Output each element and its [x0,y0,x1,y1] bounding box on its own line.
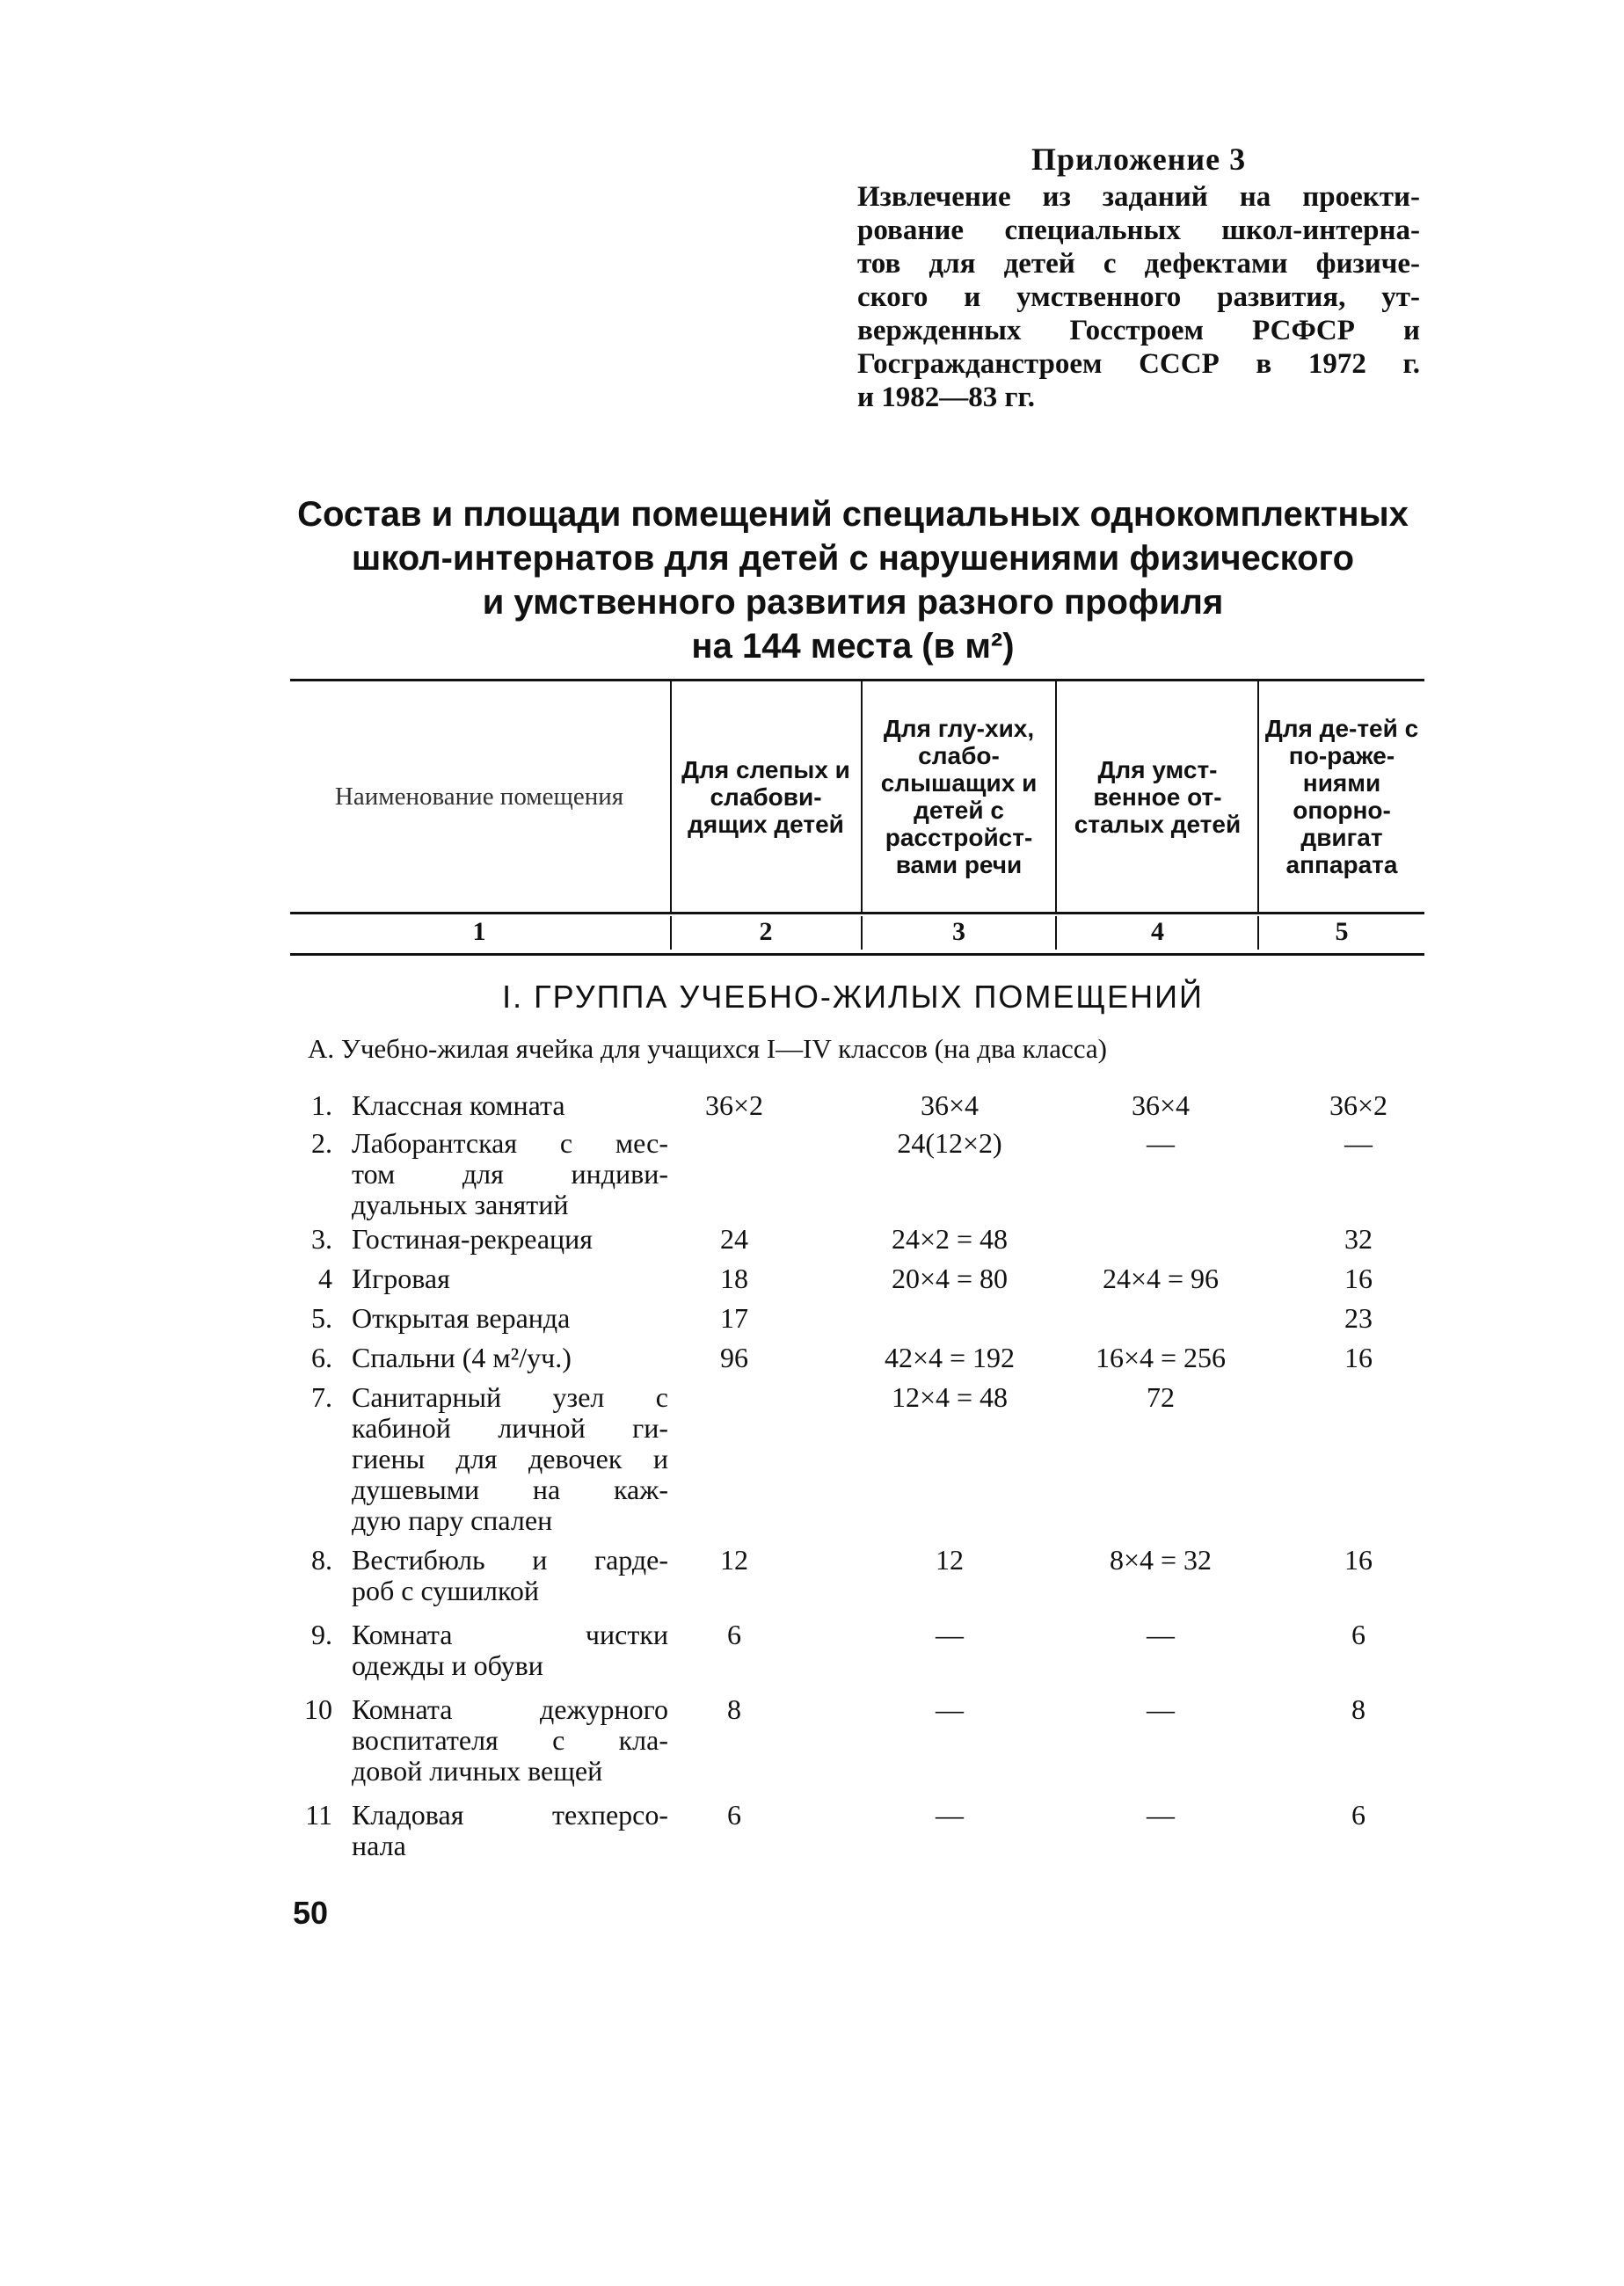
cell-mental: — [1147,1799,1175,1831]
cell-motor: 36×2 [1329,1089,1388,1121]
row-name-line: Вестибюль и гарде- [352,1544,668,1576]
row-name-line: Классная комната [352,1089,565,1121]
column-divider [1055,681,1057,912]
cell-blind: 6 [727,1619,741,1650]
column-number: 4 [1151,917,1164,946]
row-number: 3. [311,1223,332,1255]
column-divider [861,916,863,950]
cell-deaf: 24×2 = 48 [891,1223,1009,1255]
row-name-line: том для индиви- [352,1158,668,1190]
cell-blind: 96 [720,1342,748,1373]
header-deaf: Для глу-хих, слабо-слышащих и детей с расстройст-вами речи [880,715,1038,878]
cell-mental: 72 [1147,1381,1175,1413]
appendix-note-line: тов для детей с дефектами физиче- [857,248,1420,280]
row-number: 7. [311,1381,332,1413]
header-motor: Для де-тей с по-раже-ниями опорно-двигат аппарата [1264,715,1419,878]
title-line: на 144 места (в м²) [691,627,1015,666]
row-name-line: дую пару спален [352,1504,553,1536]
row-name [352,1263,668,1294]
row-number: 9. [311,1619,332,1650]
appendix-note-line: ского и умственного развития, ут- [857,281,1420,313]
row-name [352,1128,668,1220]
cell-deaf: 12×4 = 48 [891,1381,1009,1413]
cell-deaf: — [936,1693,964,1725]
row-name [352,1343,668,1373]
cell-deaf: 24(12×2) [897,1127,1002,1159]
row-name-line: кабиной личной ги- [352,1412,668,1444]
cell-mental: — [1147,1619,1175,1650]
row-name [352,1303,668,1334]
row-number: 2. [311,1127,332,1159]
cell-motor: 8 [1351,1693,1365,1725]
cell-blind: 12 [720,1544,748,1576]
cell-deaf: — [936,1799,964,1831]
cell-mental: — [1147,1693,1175,1725]
cell-motor: 16 [1344,1263,1373,1294]
header-blind: Для слепых и слабови-дящих детей [681,755,850,838]
cell-deaf: 36×4 [920,1089,979,1121]
cell-mental: 16×4 = 256 [1095,1342,1227,1373]
cell-blind: 17 [720,1302,748,1334]
row-number: 6. [311,1342,332,1373]
row-name [352,1382,668,1536]
section-title: I. ГРУППА УЧЕБНО-ЖИЛЫХ ПОМЕЩЕНИЙ [502,979,1204,1015]
cell-mental: 8×4 = 32 [1109,1544,1213,1576]
cell-motor: 16 [1344,1342,1373,1373]
appendix-title: Приложение 3 [1031,142,1247,177]
cell-deaf: 12 [936,1544,964,1576]
row-number: 8. [311,1544,332,1576]
row-name-line: Санитарный узел с [352,1381,668,1413]
row-name-line: Открытая веранда [352,1302,571,1334]
column-number: 3 [952,917,965,946]
appendix-note-line: рование специальных школ-интерна- [857,215,1420,246]
cell-blind: 6 [727,1799,741,1831]
page-number: 50 [293,1895,329,1931]
row-name [352,1694,668,1787]
row-name-line: душевыми на каж- [352,1474,668,1505]
appendix-note [857,180,1420,414]
appendix-note-line: и 1982—83 гг. [857,382,1036,413]
cell-mental: 36×4 [1131,1089,1191,1121]
row-name-line: Кладовая техперсо- [352,1799,668,1831]
cell-mental: 24×4 = 96 [1102,1263,1220,1294]
row-name-line: Спальни (4 м²/уч.) [352,1342,572,1373]
cell-deaf: — [936,1619,964,1650]
column-number-row [290,911,1424,956]
row-name [352,1800,668,1861]
cell-motor: — [1344,1127,1373,1159]
row-name-line: Комната дежурного [352,1693,668,1725]
column-number: 1 [472,917,486,946]
title-line: Состав и площади помещений специальных однокомплектных [297,495,1409,534]
row-name-line: Гостиная-рекреация [352,1223,594,1255]
row-number: 1. [311,1089,332,1121]
column-divider [861,681,863,912]
row-name-line: одежды и обуви [352,1649,543,1681]
column-number: 5 [1335,917,1349,946]
appendix-note-line: Госгражданстроем СССР в 1972 г. [857,348,1420,380]
row-name [352,1545,668,1606]
row-name [352,1620,668,1681]
cell-blind: 18 [720,1263,748,1294]
row-name-line: воспитателя с кла- [352,1724,668,1756]
title-line: школ-интернатов для детей с нарушениями физического [351,539,1355,578]
column-divider [670,916,672,950]
title-line: и умственного развития разного профиля [482,583,1224,622]
column-divider [670,681,672,912]
cell-deaf: 20×4 = 80 [891,1263,1009,1294]
row-number: 11 [305,1799,332,1831]
row-number: 10 [304,1693,332,1725]
row-name-line: Комната чистки [352,1619,668,1650]
column-divider [1055,916,1057,950]
cell-blind: 36×2 [704,1089,764,1121]
cell-blind: 8 [727,1693,741,1725]
header-mental: Для умст-венное от-сталых детей [1074,755,1242,838]
row-number: 4 [318,1263,332,1294]
row-name [352,1090,668,1121]
row-name-line: дуальных занятий [352,1189,569,1220]
cell-blind: 24 [720,1223,748,1255]
appendix-note-line: вержденных Госстроем РСФСР и [857,315,1420,346]
column-divider [1257,681,1259,912]
column-number: 2 [759,917,773,946]
cell-motor: 6 [1351,1799,1365,1831]
row-number: 5. [311,1302,332,1334]
cell-motor: 32 [1344,1223,1373,1255]
row-name-line: Игровая [352,1263,450,1294]
cell-motor: 6 [1351,1619,1365,1650]
row-name-line: Лаборантская с мес- [352,1127,668,1159]
row-name-line: гиены для девочек и [352,1443,668,1474]
row-name-line: довой личных вещей [352,1755,603,1787]
cell-mental: — [1147,1127,1175,1159]
column-divider [1257,916,1259,950]
subsection-title: А. Учебно-жилая ячейка для учащихся I—IV классов (на два класса) [308,1033,1107,1064]
cell-motor: 23 [1344,1302,1373,1334]
row-name-line: роб с сушилкой [352,1575,540,1606]
document-title [264,492,1442,668]
header-room-name: Наименование помещения [334,783,624,811]
table-header [290,679,1424,914]
row-name [352,1224,668,1255]
cell-motor: 16 [1344,1544,1373,1576]
appendix-note-line: Извлечение из заданий на проекти- [857,181,1420,213]
row-name-line: нала [352,1830,406,1861]
cell-deaf: 42×4 = 192 [884,1342,1016,1373]
